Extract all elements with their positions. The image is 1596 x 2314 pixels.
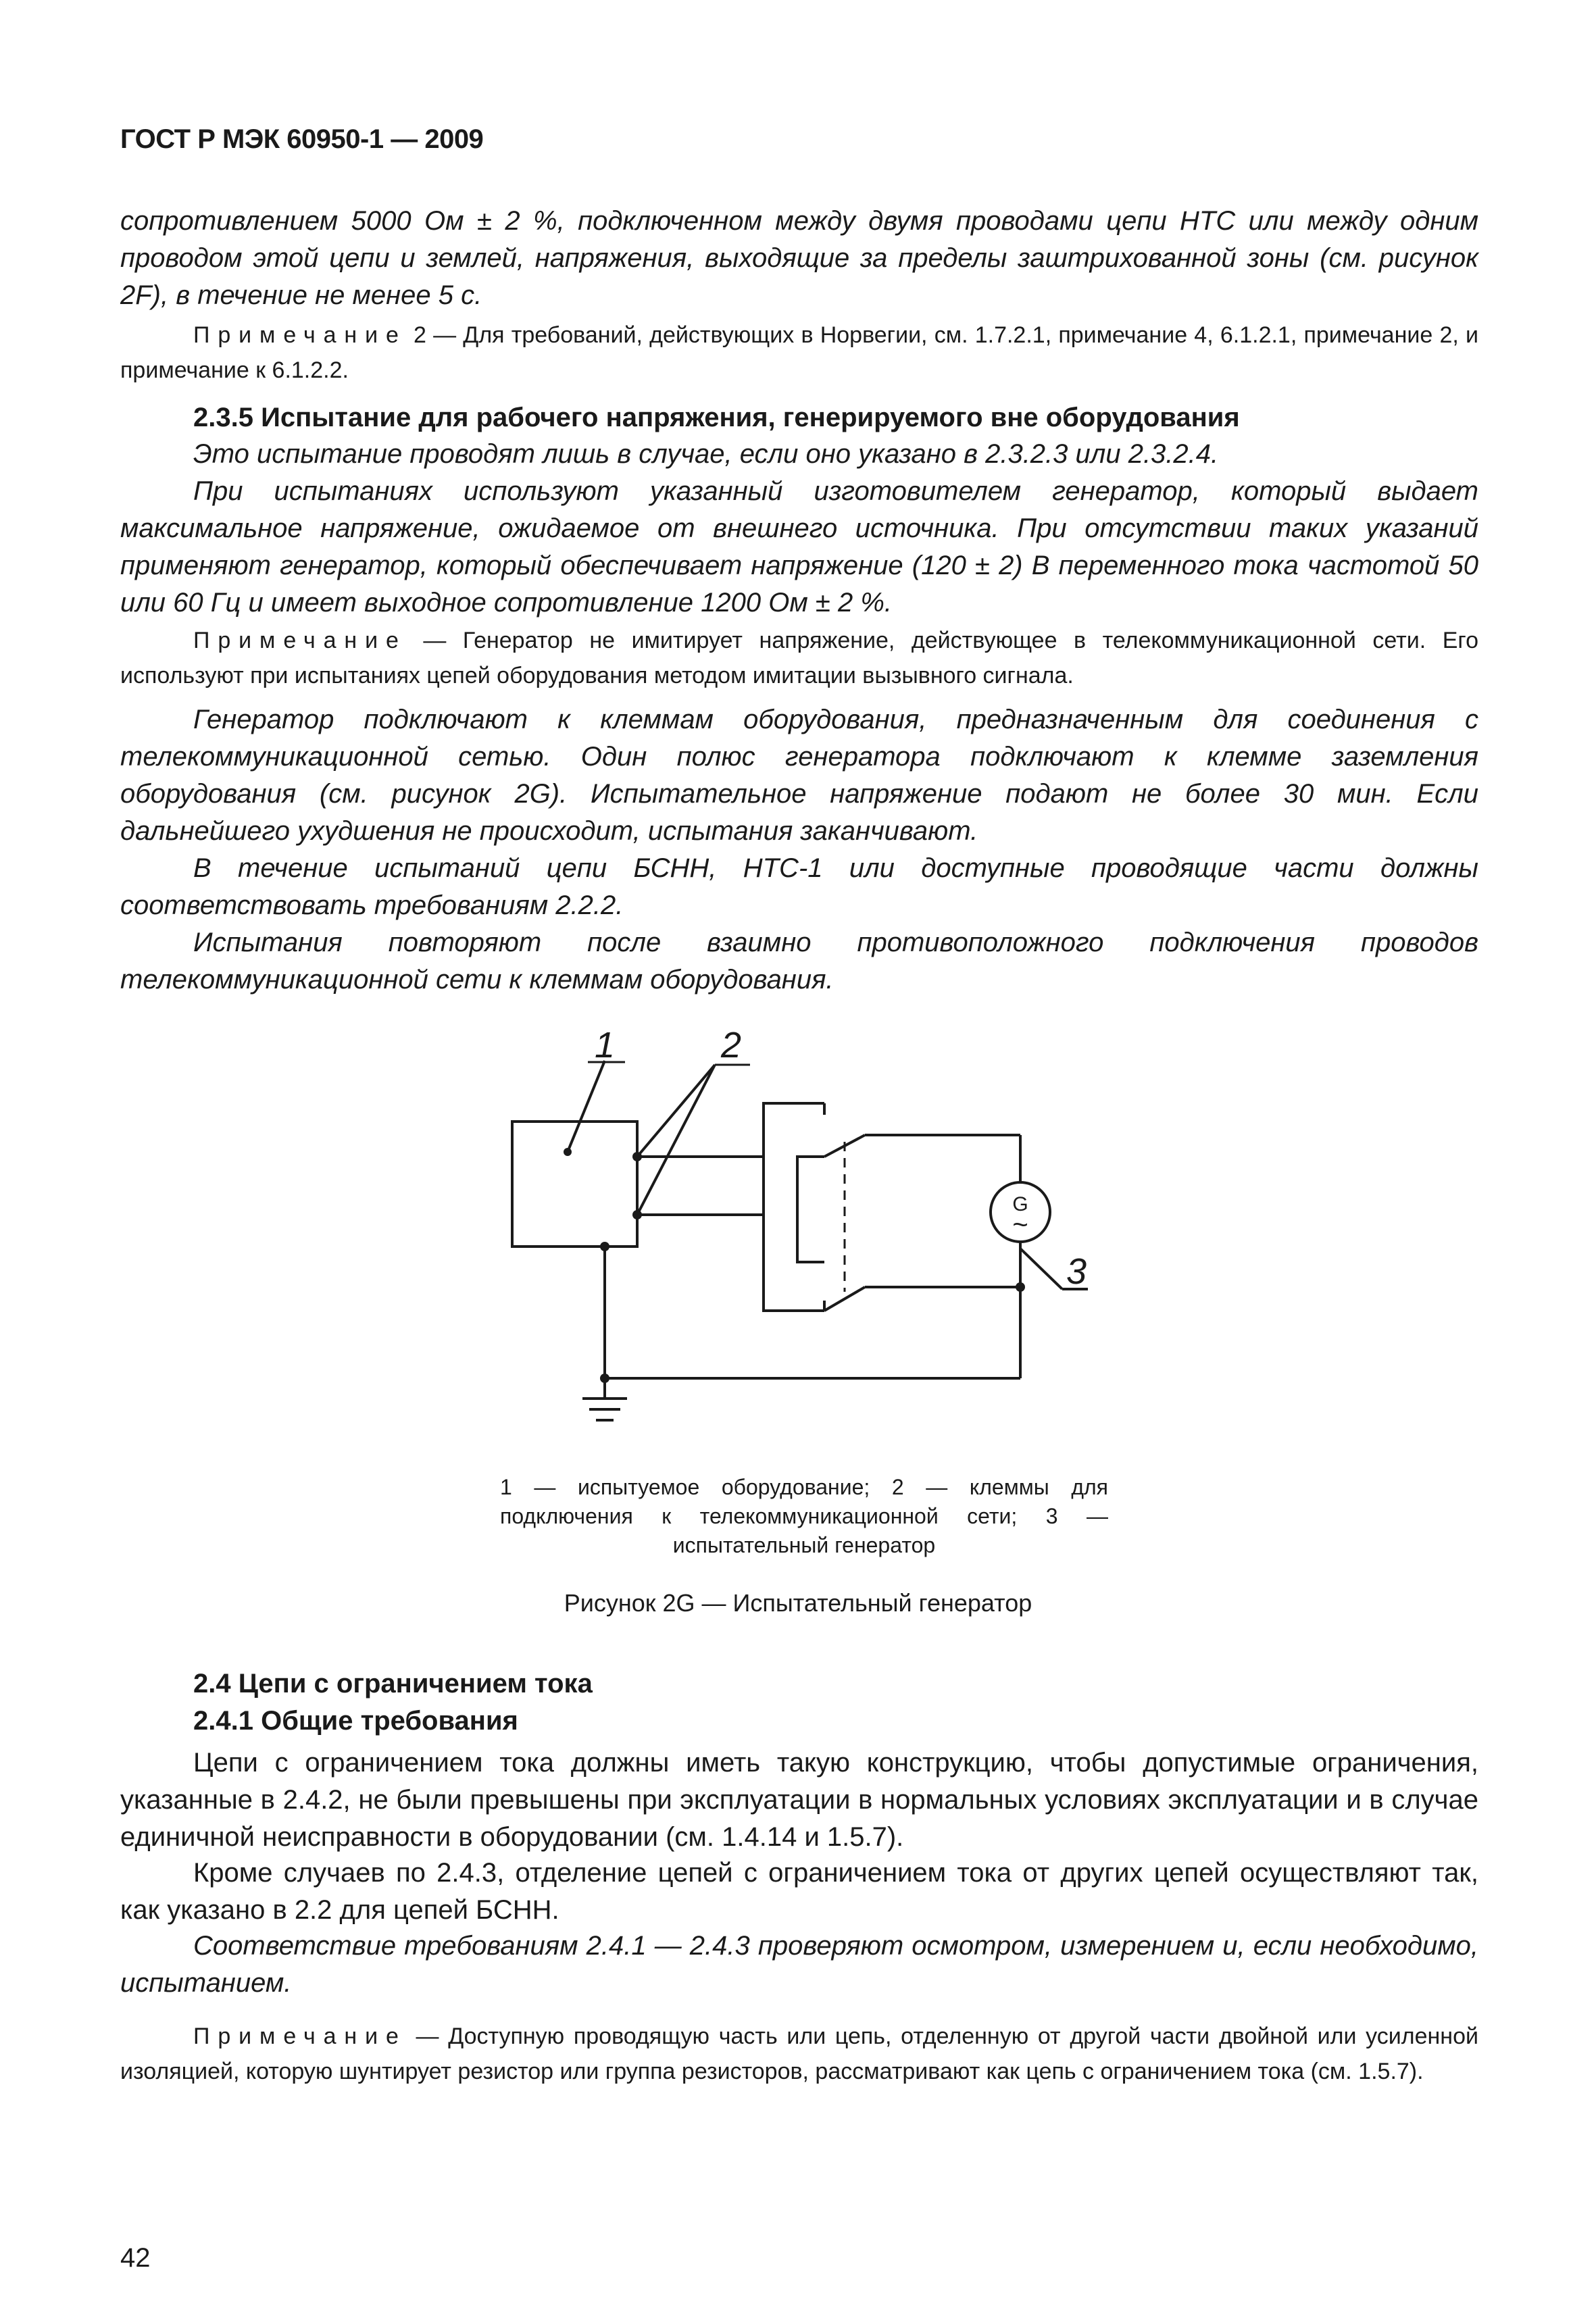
switch-contacts-inner bbox=[797, 1157, 824, 1262]
label-1: 1 bbox=[594, 1025, 616, 1065]
note-label: Примечание bbox=[193, 322, 407, 348]
junction-dot bbox=[600, 1242, 609, 1251]
note-text: 2 — Для требований, действующих в Норвегии, см. 1.7.2.1, примечание 4, 6.1.2.1, примечание 2, и примечание к 6.1.2.2. bbox=[120, 322, 1478, 383]
generator-paragraph-2: В течение испытаний цепи БСНН, НТС-1 или доступные проводящие части должны соответствовать требованиям 2.2.2. bbox=[120, 853, 1478, 920]
junction-dot bbox=[564, 1148, 572, 1156]
leader-line-3 bbox=[1020, 1249, 1062, 1289]
equipment-box bbox=[512, 1122, 637, 1247]
junction-dot bbox=[632, 1152, 642, 1161]
label-2: 2 bbox=[720, 1025, 742, 1065]
leader-line-1 bbox=[568, 1061, 605, 1152]
section-2-4-1-paragraph-1: Цепи с ограничением тока должны иметь такую конструкцию, чтобы допустимые ограничения, указанные в 2.4.2, не были превышены при эксплуатации в нормальных условиях эксплуатации и в случае единичной неисправности в оборудовании (см. 1.4.14 и 1.5.7). bbox=[120, 1748, 1478, 1852]
junction-dot bbox=[600, 1374, 609, 1383]
section-2-4-1-paragraph-2: Кроме случаев по 2.4.3, отделение цепей с ограничением тока от других цепей осуществляют так, как указано в 2.2 для цепей БСНН. bbox=[120, 1858, 1478, 1925]
junction-dot bbox=[632, 1210, 642, 1219]
section-2-3-5-paragraph-1: Это испытание проводят лишь в случае, если оно указано в 2.3.2.3 или 2.3.2.4. bbox=[193, 439, 1219, 469]
section-heading-2-3-5: 2.3.5 Испытание для рабочего напряжения, генерируемого вне оборудования bbox=[193, 403, 1240, 432]
leader-line-2b bbox=[637, 1065, 715, 1215]
note-label: Примечание bbox=[193, 628, 407, 653]
figure-title: Рисунок 2G — Испытательный генератор bbox=[564, 1589, 1032, 1617]
label-3: 3 bbox=[1066, 1251, 1087, 1292]
generator-letter: G bbox=[1012, 1193, 1028, 1215]
section-heading-2-4: 2.4 Цепи с ограничением тока bbox=[193, 1669, 593, 1699]
section-2-3-5-paragraph-2: При испытаниях используют указанный изготовителем генератор, который выдает максимальное напряжение, ожидаемое от внешнего источника. При отсутствии таких указаний применяют генератор, который обеспечивает напряжение (120 ± 2) В переменного тока частотой 50 или 60 Гц и имеет выходное сопротивление 1200 Ом ± 2 %. bbox=[120, 476, 1478, 618]
generator-ac-symbol: ~ bbox=[1012, 1210, 1028, 1240]
switch-housing-outer bbox=[764, 1103, 824, 1311]
figure-legend: 1 — испытуемое оборудование; 2 — клеммы для подключения к телекоммуникационной сети; 3 — испытательный генератор bbox=[500, 1475, 1108, 1557]
continuation-paragraph: сопротивлением 5000 Ом ± 2 %, подключенном между двумя проводами цепи НТС или между одним проводом этой цепи и землей, напряжения, выходящие за пределы заштрихованной зоны (см. рисунок 2F), в течение не менее 5 с. bbox=[120, 206, 1478, 310]
generator-paragraph-1: Генератор подключают к клеммам оборудования, предназначенным для соединения с телекоммуникационной сетью. Один полюс генератора подключают к клемме заземления оборудования (см. рисунок 2G). Испытательное напряжение подают не более 30 мин. Если дальнейшего ухудшения не происходит, испытания заканчивают. bbox=[120, 705, 1478, 846]
generator-paragraph-3: Испытания повторяют после взаимно противоположного подключения проводов телекоммуникационной сети к клеммам оборудования. bbox=[120, 928, 1478, 995]
note-3 bbox=[120, 2019, 1478, 2089]
note-label: Примечание bbox=[193, 2023, 407, 2049]
leader-line-2a bbox=[637, 1065, 715, 1157]
note-text: — Доступную проводящую часть или цепь, отделенную от другой части двойной или усиленной изоляцией, которую шунтирует резистор или группа резисторов, рассматривают как цепь с ограничением тока (см. 1.5.7). bbox=[120, 2023, 1478, 2084]
page-number: 42 bbox=[120, 2243, 151, 2273]
section-2-4-1-paragraph-3: Соответствие требованиям 2.4.1 — 2.4.3 проверяют осмотром, измерением и, если необходимо, испытанием. bbox=[120, 1931, 1478, 1998]
document-header: ГОСТ Р МЭК 60950-1 — 2009 bbox=[120, 124, 484, 154]
note-text: — Генератор не имитирует напряжение, действующее в телекоммуникационной сети. Его используют при испытаниях цепей оборудования методом имитации вызывного сигнала. bbox=[120, 628, 1478, 688]
junction-dot bbox=[1016, 1282, 1025, 1292]
section-heading-2-4-1: 2.4.1 Общие требования bbox=[193, 1706, 518, 1736]
